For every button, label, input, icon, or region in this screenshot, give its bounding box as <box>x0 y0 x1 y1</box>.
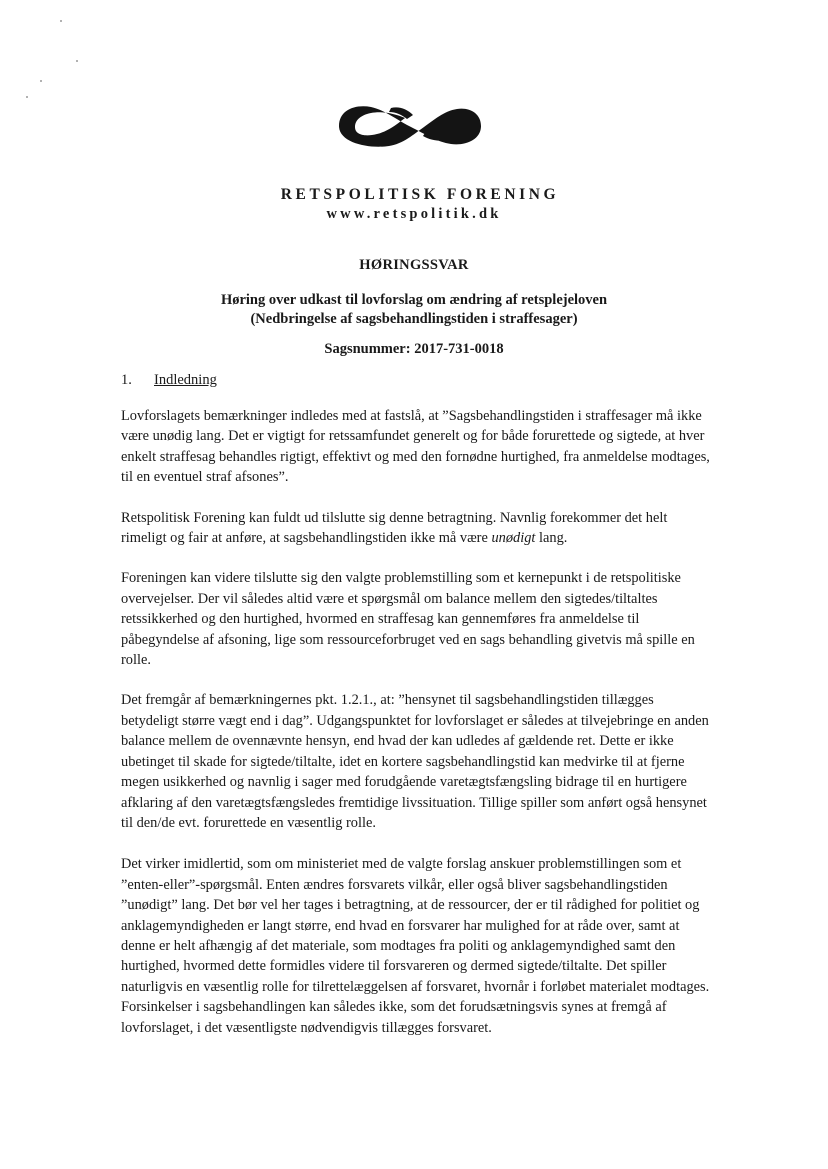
scan-speck <box>76 60 78 62</box>
case-number: Sagsnummer: 2017-731-0018 <box>324 341 504 357</box>
section-title: Indledning <box>154 372 217 388</box>
document-type-heading: HØRINGSSVAR <box>359 257 469 273</box>
scan-speck <box>40 80 42 82</box>
subject-line-2: (Nedbringelse af sagsbehandlingstiden i straffesager) <box>250 311 578 327</box>
paragraph-2-emphasis: unødigt <box>491 530 536 547</box>
subject-line-1: Høring over udkast til lovforslag om ændring af retsplejeloven <box>220 292 608 308</box>
organization-name: RETSPOLITISK FORENING <box>280 186 560 203</box>
paragraph-2-text-b: lang. <box>535 530 568 547</box>
paragraph-3: Foreningen kan videre tilslutte sig den valgte problemstilling som et kernepunkt i de retspolitiske overvejelser. Der vil således altid være et spørgsmål om balance mellem den sigtedes/tiltaltes retssikkerhed og den hurtighed, hvormed en straffesag kan gennemføres fra anmeldelse til påbegyndelse af afsoning, lige som ressourceforbruget ved en sags behandling givetvis må spille en rolle. <box>121 570 695 669</box>
organization-url: www.retspolitik.dk <box>326 206 502 222</box>
paragraph-4: Det fremgår af bemærkningernes pkt. 1.2.1., at: ”hensynet til sagsbehandlingstiden tillægges betydeligt større vægt end i dag”. Udgangspunktet for lovforslaget er således at tilvejebringe en anden balance mellem de ovennævnte hensyn, end hvad der kan udledes af gældende ret. Dette er ikke ubetinget til skade for sigtede/tiltalte, idet en kortere sagsbehandlingstid kan medvirke til at fjerne megen usikkerhed og navnlig i sager med forudgående varetægtsfængsling bidrage til en hurtigere afklaring af den varetægtsfængsledes fremtidige livssituation. Tillige spiller som anført også hensynet til den/de evt. forurettede en væsentlig rolle. <box>121 692 709 831</box>
section-number: 1. <box>121 372 132 388</box>
paragraph-2-text-a: Retspolitisk Forening kan fuldt ud tilslutte sig denne betragtning. Navnlig forekommer det helt rimeligt og fair at anføre, at sagsbehandlingstiden ikke må være <box>121 509 668 547</box>
paragraph-2 <box>121 508 713 549</box>
document-subject <box>0 291 828 329</box>
paragraph-1: Lovforslagets bemærkninger indledes med at fastslå, at ”Sagsbehandlingstiden i straffesager må ikke være unødig lang. Det er vigtigt for retssamfundet generelt og for både forurettede og sigtede, at hver enkelt straffesag behandles rigtigt, effektivt og med den fornødne hurtighed, fra anmeldelse modtages, til en eventuel straf afsones”. <box>121 408 710 486</box>
scan-speck <box>26 96 28 98</box>
section-heading <box>121 372 217 389</box>
scan-speck <box>60 20 62 22</box>
document-body <box>121 406 713 1058</box>
infinity-logo-icon <box>333 100 493 152</box>
paragraph-5: Det virker imidlertid, som om ministeriet med de valgte forslag anskuer problemstillingen som et ”enten-eller”-spørgsmål. Enten ændres forsvarets vilkår, eller også bliver sagsbehandlingstiden ”unødigt” lang. Det bør vel her tages i betragtning, at de ressourcer, der er til rådighed for politiet og anklagemyndigheden er langt større, end hvad en forsvarer har mulighed for at råde over, samt at denne er helt afhængig af det materiale, som modtages fra politi og anklagemyndighed samt den hurtighed, hvormed dette formidles videre til forsvareren og dermed sigtede/tiltalte. Det spiller naturligvis en væsentlig rolle for tilrettelæggelsen af forsvaret, hvornår i forløbet materialet modtages. Forsinkelser i sagsbehandlingen kan således ikke, som det forudsætningsvis synes at fremgå af lovforslaget, i det væsentligste nødvendigvis tillægges forsvaret. <box>121 856 710 1036</box>
